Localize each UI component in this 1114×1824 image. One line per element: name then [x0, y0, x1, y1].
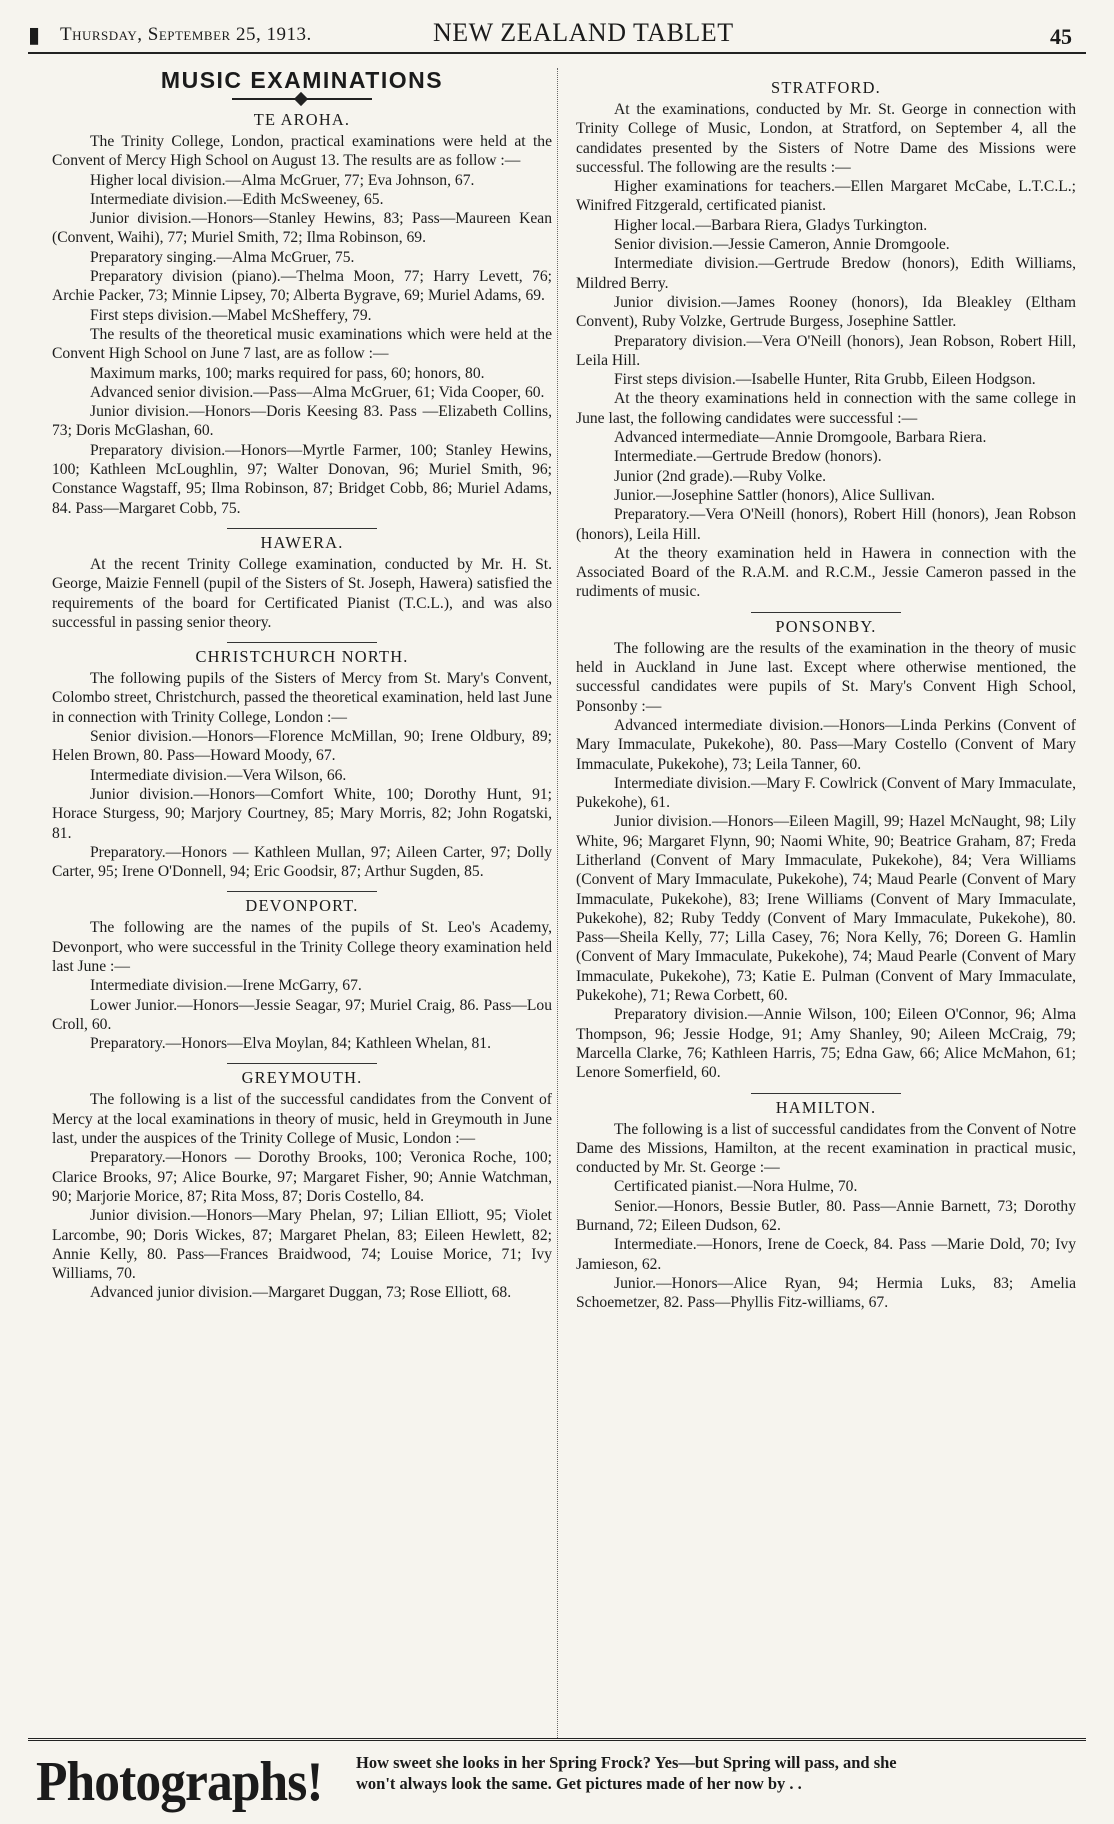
header-date: Thursday, September 25, 1913.: [60, 24, 312, 45]
paragraph: Junior division.—Honors—Comfort White, 100; Dorothy Hunt, 91; Horace Sturgess, 90; Marjory Courtney, 85; Mary Morris, 82; John Rogatski, 81.: [52, 785, 552, 842]
section-devonport: [52, 896, 552, 1053]
left-column: [52, 64, 552, 1303]
paragraph: Preparatory.—Vera O'Neill (honors), Robert Hill (honors), Jean Robson (honors), Leila Hill.: [576, 506, 1076, 543]
section-heading: TE AROHA.: [253, 110, 351, 129]
paragraph: At the theory examination held in Hawera in connection with the Associated Board of the R.A.M. and R.C.M., Jessie Cameron passed in the rudiments of music.: [576, 544, 1076, 601]
section-heading: HAWERA.: [260, 532, 344, 552]
paragraph: At the recent Trinity College examination, conducted by Mr. H. St. George, Maizie Fennell (pupil of the Sisters of St. Joseph, Hawera) satisfied the requirements of the board for Certificated Pianist (T.C.L.), and was also successful in passing senior theory.: [52, 555, 552, 631]
footer-rule: [28, 1738, 1086, 1741]
paragraph: First steps division.—Isabelle Hunter, Rita Grubb, Eileen Hodgson.: [614, 371, 1036, 389]
section-heading: STRATFORD.: [771, 78, 881, 97]
header-title: NEW ZEALAND TABLET: [433, 18, 734, 47]
paragraph: Junior division.—Honors—Stanley Hewins, 83; Pass—Maureen Kean (Convent, Waihi), 77; Muriel Smith, 72; Ilma Robinson, 69.: [52, 210, 552, 247]
paragraph: Junior.—Honors—Alice Ryan, 94; Hermia Luks, 83; Amelia Schoemetzer, 82. Pass—Phyllis Fitz-williams, 67.: [576, 1274, 1076, 1312]
paragraph: Higher examinations for teachers.—Ellen Margaret McCabe, L.T.C.L.; Winifred Fitzgerald, certificated pianist.: [576, 178, 1076, 215]
paragraph: Junior (2nd grade).—Ruby Volke.: [614, 467, 827, 485]
paragraph: The following is a list of successful candidates from the Convent of Notre Dame des Missions, Hamilton, at the recent examination in practical music, conducted by Mr. St. George :—: [576, 1120, 1076, 1177]
paragraph: The following are the results of the examination in the theory of music held in Auckland in June last. Except where otherwise mentioned, the successful candidates were pupils of St. Mary's Convent High School, Ponsonby :—: [576, 639, 1076, 715]
paragraph: Advanced intermediate division.—Honors—Linda Perkins (Convent of Mary Immaculate, Pukekohe), 80. Pass—Mary Costello (Convent of Mary Immaculate, Pukekohe), 73; Leila Tanner, 60.: [576, 716, 1076, 773]
paragraph: Advanced junior division.—Margaret Duggan, 73; Rose Elliott, 68.: [90, 1284, 512, 1302]
section-rule: [751, 1093, 901, 1094]
paragraph: Preparatory division.—Annie Wilson, 100; Eileen O'Connor, 96; Alma Thompson, 96; Jessie Hodge, 91; Amy Shanley, 90; Aileen McCraig, 79; Marcella Clarke, 76; Kathleen Harris, 75; Edna Gaw, 66; Alice McMahon, 61; Lenore Somerfield, 60.: [576, 1006, 1076, 1082]
paragraph: First steps division.—Mabel McSheffery, 79.: [90, 306, 372, 324]
section-rule: [751, 612, 901, 613]
paragraph: Preparatory.—Honors — Dorothy Brooks, 100; Veronica Roche, 100; Clarice Brooks, 97; Alice Bourke, 97; Margaret Fisher, 90; Annie Watchman, 90; Marjorie Morice, 87; Rita Moss, 87; Doris Costello, 84.: [52, 1149, 552, 1205]
paragraph: The Trinity College, London, practical examinations were held at the Convent of Mercy High School on August 13. The results are as follow :—: [52, 133, 552, 170]
paragraph: Intermediate division.—Gertrude Bredow (honors), Edith Williams, Mildred Berry.: [576, 255, 1076, 292]
paragraph: Intermediate division.—Irene McGarry, 67.: [90, 977, 362, 995]
section-rule: [227, 642, 377, 643]
paragraph: Preparatory division (piano).—Thelma Moon, 77; Harry Levett, 76; Archie Packer, 73; Minnie Lipsey, 70; Alberta Bygrave, 69; Muriel Adams, 69.: [52, 268, 552, 305]
paragraph: At the theory examinations held in connection with the same college in June last, the following candidates were successful :—: [576, 390, 1076, 427]
section-heading: GREYMOUTH.: [241, 1068, 363, 1088]
right-column: [576, 64, 1076, 1313]
paragraph: Junior division.—Honors—Doris Keesing 83. Pass —Elizabeth Collins, 73; Doris McGlashan, 60.: [52, 403, 552, 440]
section-ponsonby: [576, 617, 1076, 1083]
section-heading: HAMILTON.: [775, 1097, 877, 1117]
page-number: 45: [1050, 24, 1072, 49]
section-heading: CHRISTCHURCH NORTH.: [195, 647, 409, 667]
article-title: MUSIC EXAMINATIONS: [160, 67, 444, 93]
paragraph: Junior.—Josephine Sattler (honors), Alice Sullivan.: [614, 486, 935, 504]
paragraph: Senior.—Honors, Bessie Butler, 80. Pass—Annie Barnett, 73; Dorothy Burnand, 72; Eileen Dudson, 62.: [576, 1197, 1076, 1235]
paragraph: Maximum marks, 100; marks required for pass, 60; honors, 80.: [90, 364, 485, 382]
paragraph: Junior division.—Honors—Eileen Magill, 99; Hazel McNaught, 98; Lily White, 96; Margaret Flynn, 90; Naomi White, 90; Beatrice Graham, 87; Freda Litherland (Convent of Mary Immaculate, Pukekohe), 84; Vera Williams (Convent of Mary Immaculate, Pukekohe), 74; Maud Pearle (Convent of Mary Immaculate, Pukekohe), 83; Irene Williams (Convent of Mary Immaculate, Pukekohe), 82; Ruby Teddy (Convent of Mary Immaculate, Pukekohe), 80. Pass—Sheila Kelly, 77; Lilla Casey, 76; Nora Kelly, 76; Doreen G. Hamlin (Convent of Mary Immaculate, Pukekohe), 74; Maud Pearle (Convent of Mary Immaculate, Pukekohe), 73; Katie E. Pulman (Convent of Mary Immaculate, Pukekohe), 71; Rewa Corbett, 60.: [576, 813, 1076, 1005]
advert-banner-title: Photographs!: [36, 1751, 323, 1813]
paragraph: Senior division.—Jessie Cameron, Annie Dromgoole.: [614, 236, 950, 254]
corner-mark: ▮: [28, 22, 41, 47]
paragraph: Intermediate division.—Mary F. Cowlrick (Convent of Mary Immaculate, Pukekohe), 61.: [576, 774, 1076, 812]
paragraph: The following pupils of the Sisters of Mercy from St. Mary's Convent, Colombo street, Christchurch, passed the theoretical examination, held last June in connection with Trinity College, London :—: [52, 670, 552, 726]
paragraph: Advanced intermediate—Annie Dromgoole, Barbara Riera.: [614, 429, 987, 447]
paragraph: Junior division.—Honors—Mary Phelan, 97; Lilian Elliott, 95; Violet Larcombe, 90; Doris Wickes, 87; Margaret Phelan, 83; Eileen Hewlett, 82; Annie Kelly, 80. Pass—Frances Braidwood, 74; Louise Morice, 71; Ivy Williams, 70.: [52, 1207, 552, 1283]
paragraph: Lower Junior.—Honors—Jessie Seagar, 97; Muriel Craig, 86. Pass—Lou Croll, 60.: [52, 996, 552, 1033]
paragraph: Higher local.—Barbara Riera, Gladys Turkington.: [614, 216, 928, 234]
column-divider: [557, 68, 558, 1738]
paragraph: The following are the names of the pupils of St. Leo's Academy, Devonport, who were successful in the Trinity College theory examination held last June :—: [52, 919, 552, 975]
section-rule: [227, 1063, 377, 1064]
paragraph: Preparatory division.—Vera O'Neill (honors), Jean Robson, Robert Hill, Leila Hill.: [576, 332, 1076, 369]
section-stratford: [576, 78, 1076, 602]
paragraph: Junior division.—James Rooney (honors), Ida Bleakley (Eltham Convent), Ruby Volzke, Gertrude Burgess, Josephine Sattler.: [576, 293, 1076, 331]
paragraph: Advanced senior division.—Pass—Alma McGruer, 61; Vida Cooper, 60.: [90, 383, 545, 401]
paragraph: Intermediate division.—Vera Wilson, 66.: [90, 766, 347, 784]
page-header: [28, 18, 1086, 54]
paragraph: Preparatory.—Honors—Elva Moylan, 84; Kathleen Whelan, 81.: [90, 1035, 492, 1053]
paragraph: Intermediate division.—Edith McSweeney, 65.: [90, 190, 384, 208]
paragraph: Intermediate.—Gertrude Bredow (honors).: [614, 448, 882, 466]
section-rule: [227, 528, 377, 529]
title-ornament: [232, 98, 372, 100]
section-te-aroha: [52, 110, 552, 518]
print-smudge: [576, 64, 1076, 74]
section-hamilton: [576, 1098, 1076, 1313]
paragraph: Intermediate.—Honors, Irene de Coeck, 84. Pass —Marie Dold, 70; Ivy Jamieson, 62.: [576, 1236, 1076, 1273]
paragraph: Preparatory division.—Honors—Myrtle Farmer, 100; Stanley Hewins, 100; Kathleen McLoughlin, 97; Walter Donovan, 96; Muriel Smith, 96; Constance Wagstaff, 95; Ilma Robinson, 87; Bridget Cobb, 86; Muriel Adams, 84. Pass—Margaret Cobb, 75.: [52, 441, 552, 517]
section-heading: DEVONPORT.: [245, 896, 359, 916]
advert-copy: [356, 1752, 1076, 1794]
paragraph: The results of the theoretical music examinations which were held at the Convent High School on June 7 last, are as follow :—: [52, 325, 552, 363]
advert-line-1: How sweet she looks in her Spring Frock? Yes—but Spring will pass, and she: [356, 1753, 897, 1772]
paragraph: Senior division.—Honors—Florence McMillan, 90; Irene Oldbury, 89; Helen Brown, 80. Pass—Howard Moody, 67.: [52, 728, 552, 765]
section-rule: [227, 891, 377, 892]
paragraph: Higher local division.—Alma McGruer, 77; Eva Johnson, 67.: [90, 171, 475, 189]
paragraph: At the examinations, conducted by Mr. St. George in connection with Trinity College of Music, London, at Stratford, on September 4, all the candidates presented by the Sisters of Notre Dame des Missions were successful. The following are the results :—: [576, 101, 1076, 176]
paragraph: Preparatory.—Honors — Kathleen Mullan, 97; Aileen Carter, 97; Dolly Carter, 95; Irene O'Donnell, 94; Eric Goodsir, 87; Arthur Sugden, 85.: [52, 843, 552, 881]
section-christchurch-north: [52, 647, 552, 881]
section-greymouth: [52, 1068, 552, 1302]
paragraph: Certificated pianist.—Nora Hulme, 70.: [614, 1178, 858, 1196]
section-hawera: [52, 533, 552, 632]
paragraph: Preparatory singing.—Alma McGruer, 75.: [90, 248, 355, 266]
paragraph: The following is a list of the successful candidates from the Convent of Mercy at the local examinations in theory of music, held in Greymouth in June last, under the auspices of the Trinity College of Music, London :—: [52, 1091, 552, 1148]
section-heading: PONSONBY.: [775, 616, 877, 636]
advert-line-2: won't always look the same. Get pictures made of her now by . .: [356, 1774, 802, 1793]
